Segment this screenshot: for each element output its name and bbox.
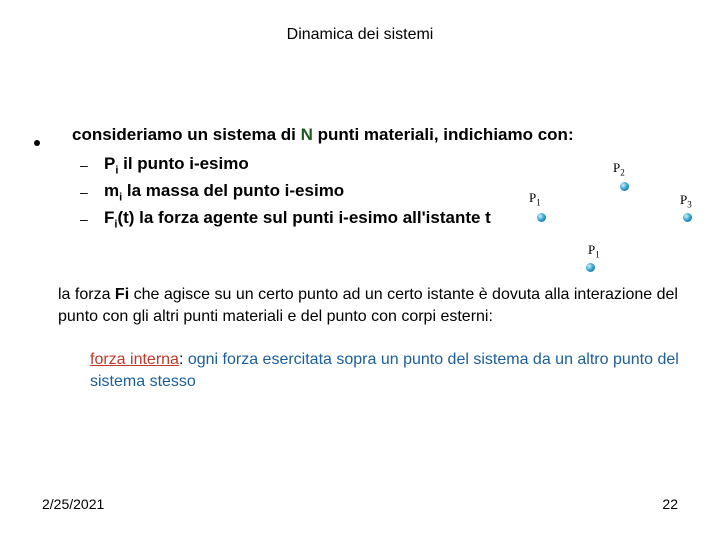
- sub-item-subscript: i: [115, 164, 119, 177]
- bullet-text-before: consideriamo un sistema di: [72, 125, 301, 144]
- sub-bullet-dash-icon: –: [80, 211, 88, 227]
- sub-item-text: la massa del punto i-esimo: [122, 181, 345, 200]
- sub-item-mass: [104, 181, 344, 203]
- bullet-marker: [34, 140, 40, 146]
- footer-page-number: 22: [662, 496, 678, 512]
- sub-item-force: [104, 208, 491, 230]
- paragraph-after: che agisce su un certo punto ad un certo istante è dovuta alla interazione del punto con gli altri punti materiali e del punto con corpi esterni:: [58, 286, 678, 325]
- sub-bullet-dash-icon: –: [80, 157, 88, 173]
- sub-item-subscript: i: [119, 191, 123, 204]
- point-p3-ball-icon: [683, 213, 692, 222]
- sub-item-subscript: i: [114, 218, 118, 231]
- point-p1-bottom-ball-icon: [586, 263, 595, 272]
- internal-force-definition: [90, 349, 700, 393]
- definition-colon: :: [178, 351, 184, 368]
- sub-item-text: il punto i-esimo: [118, 154, 249, 173]
- sub-item-symbol: m: [104, 181, 120, 200]
- point-label-p1-left: $P_1$: [529, 190, 541, 208]
- definition-term: forza interna: [90, 351, 179, 368]
- sub-item-text: la forza agente sul punti i-esimo all'istante t: [134, 208, 491, 227]
- definition-text: ogni forza esercitata sopra un punto del sistema da un altro punto del sistema stesso: [90, 351, 679, 390]
- bullet-highlight-n: N: [300, 125, 313, 144]
- sub-item-symbol: F: [104, 208, 115, 227]
- footer-date: 2/25/2021: [42, 496, 105, 512]
- force-paragraph: [58, 284, 698, 328]
- point-label-p2: $P_2$: [613, 160, 625, 178]
- main-bullet-text: [72, 125, 574, 145]
- point-p1-left-ball-icon: [537, 213, 546, 222]
- point-p2-ball-icon: [620, 182, 629, 191]
- sub-item-point: [104, 154, 249, 176]
- paragraph-before: la forza: [58, 286, 115, 303]
- sub-item-text-mid: (t): [117, 208, 135, 227]
- point-label-p3: $P_3$: [680, 192, 692, 210]
- sub-bullet-dash-icon: –: [80, 184, 88, 200]
- paragraph-bold: Fi: [114, 286, 130, 303]
- slide-title: Dinamica dei sistemi: [286, 26, 434, 43]
- sub-item-symbol: P: [104, 154, 116, 173]
- bullet-text-after: punti materiali, indichiamo con:: [312, 125, 574, 144]
- point-label-p1-bottom: $P_1$: [588, 242, 600, 260]
